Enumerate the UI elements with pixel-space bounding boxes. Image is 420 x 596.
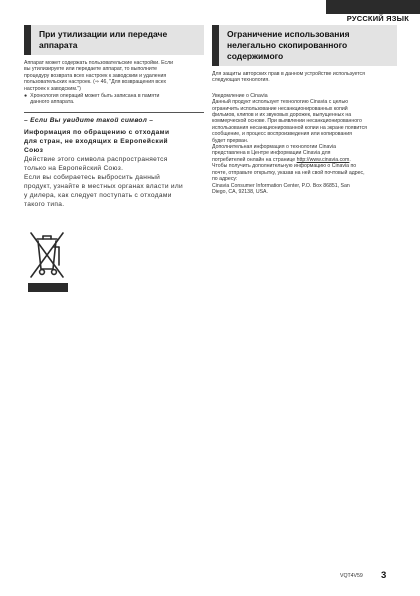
symbol-body [24, 155, 204, 209]
cinavia-line: представлена в Центре информации Cinavia для [212, 150, 331, 157]
intro-line: процедуру возврата всех настроек к заводским и удаления [24, 72, 167, 79]
copy-restriction-heading: Ограничение использования нелегально скопированного содержимого [227, 29, 350, 61]
cinavia-line: Данный продукт использует технологию Cinavia с целью [212, 99, 349, 106]
cinavia-line: фильмов, клипов и их звуковых дорожек, выпущенных на [212, 112, 352, 119]
link-prefix: потребителей онлайн на странице [212, 156, 297, 163]
disposal-heading: При утилизации или передаче аппарата [39, 29, 168, 50]
intro-line: настроек к заводским.") [24, 85, 81, 92]
symbol-title-line: Союз [24, 146, 44, 154]
symbol-body-line: у дилера, как следует поступать с отходами [24, 191, 172, 199]
bullet-icon: ● [24, 93, 28, 100]
disposal-heading-box [24, 25, 204, 55]
symbol-title-line: Информация по обращению с отходами [24, 128, 170, 136]
symbol-title [24, 128, 204, 155]
symbol-body-line: только на Европейский Союз. [24, 164, 124, 172]
cinavia-line: сообщение, и процесс воспроизведения или копирования [212, 131, 352, 138]
bin-svg [26, 225, 68, 283]
cinavia-line: Чтобы получить дополнительную информацию о Cinavia по [212, 163, 357, 170]
cinavia-notice [212, 93, 397, 196]
disposal-intro [24, 60, 204, 106]
language-label: РУССКИЙ ЯЗЫК [346, 14, 409, 23]
bullet-line: данного аппарата. [30, 99, 75, 106]
cinavia-line: по адресу: [212, 176, 238, 183]
cinavia-line: ограничить использование несанкционированных копий [212, 105, 348, 112]
heading-accent-bar [212, 25, 219, 66]
copy-restriction-intro [212, 71, 397, 84]
section-divider [24, 112, 204, 113]
symbol-heading: – Если Вы увидите такой символ – [24, 116, 154, 124]
cinavia-line: будет прерван. [212, 137, 249, 144]
cinavia-line: Cinavia Consumer Information Center, P.O. Box 86851, San [212, 182, 350, 189]
cinavia-line: Дополнительная информация о технологии Cinavia [212, 144, 336, 151]
intro-line: пользовательских настроек. (⇒ 46, "Для возвращения всех [24, 79, 167, 86]
copy-restriction-section [212, 25, 397, 195]
bullet-line: Хронология операций может быть записана в памяти [30, 93, 160, 100]
cinavia-line: Diego, CA, 92138, USA. [212, 188, 268, 195]
bin-underline-bar [28, 283, 68, 292]
cinavia-line: почте, отправьте открытку, указав на ней свой почтовый адрес, [212, 169, 365, 176]
model-code: VQT4V59 [340, 573, 363, 579]
cinavia-line: использования несанкционированной копии на экране появится [212, 124, 367, 131]
cinavia-website-link[interactable]: http://www.cinavia.com [296, 156, 350, 163]
cinavia-line: Уведомление о Cinavia [212, 92, 268, 99]
page-number: 3 [381, 570, 387, 581]
copy-restriction-heading-box [212, 25, 397, 66]
language-tab [326, 0, 420, 14]
history-bullet [24, 93, 204, 106]
symbol-body-line: такого типа. [24, 200, 65, 208]
link-suffix: . [349, 156, 351, 163]
symbol-body-line: продукт, узнайте в местных органах власти или [24, 182, 184, 190]
intro-line: Аппарат может содержать пользовательские настройки. Если [24, 60, 173, 66]
crossed-out-wheelie-bin-icon [26, 225, 68, 293]
intro-line: вы утилизируете или передаете аппарат, то выполните [24, 66, 158, 73]
cinavia-line: коммерческой основе. При выявлении несанкционированного [212, 118, 362, 125]
heading-accent-bar [24, 25, 31, 55]
intro-line: следующая технология. [212, 77, 270, 84]
disposal-section [24, 25, 204, 209]
symbol-body-line: Если вы собираетесь выбросить данный [24, 173, 161, 181]
intro-line: Для защиты авторских прав в данном устройстве используется [212, 71, 365, 77]
symbol-title-line: для стран, не входящих в Европейский [24, 137, 168, 145]
symbol-body-line: Действие этого символа распространяется [24, 155, 168, 163]
